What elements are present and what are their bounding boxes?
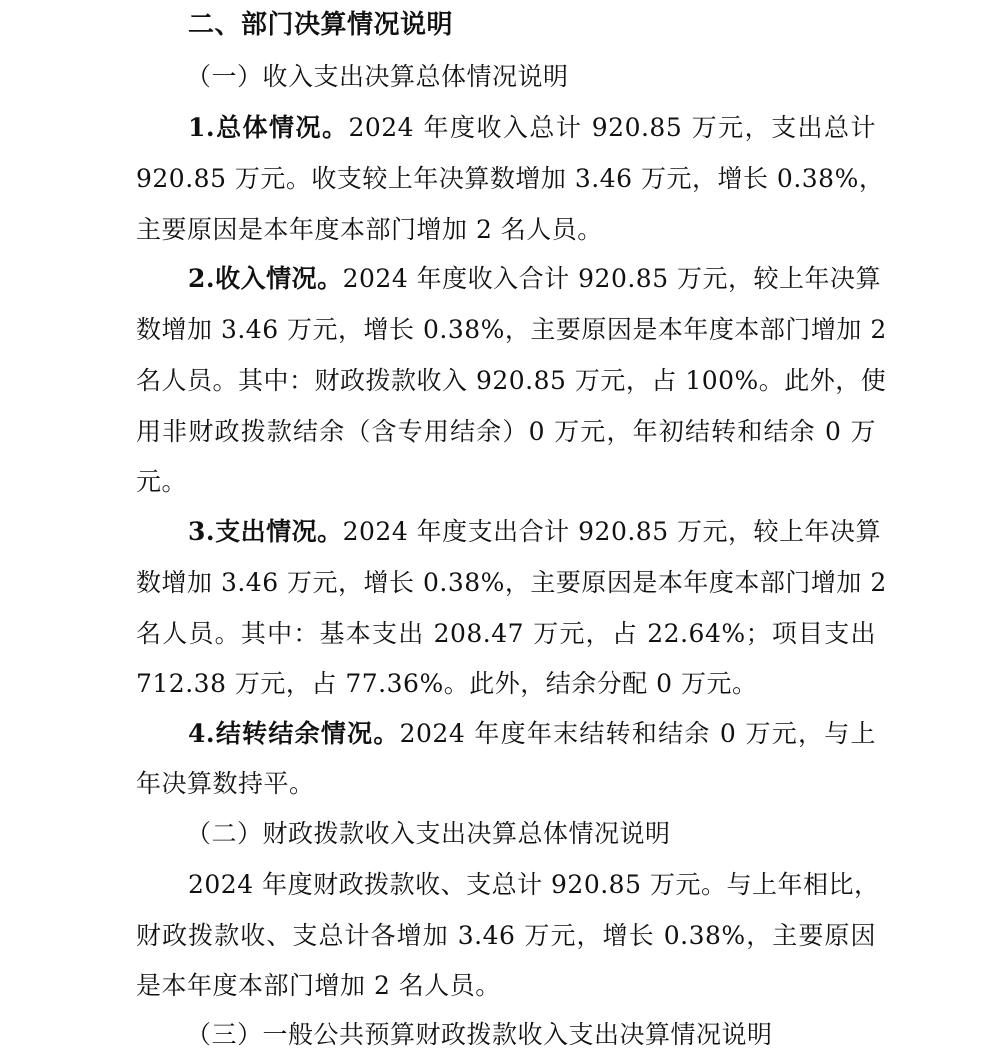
subsection-1-title: （一）收入支出决算总体情况说明 <box>186 62 569 91</box>
paragraph-income-text-1: 2024 年度收入合计 920.85 万元，较上年决算 <box>342 264 882 293</box>
paragraph-overall-line-1 <box>188 111 876 145</box>
subsection-2-title: （二）财政拨款收入支出决算总体情况说明 <box>186 819 671 848</box>
paragraph-income-line-2: 数增加 3.46 万元，增长 0.38%，主要原因是本年度本部门增加 2 <box>136 315 887 344</box>
subsection-3-title: （三）一般公共预算财政拨款收入支出决算情况说明 <box>186 1020 773 1049</box>
paragraph-fiscal-line-2: 财政拨款收、支总计各增加 3.46 万元，增长 0.38%，主要原因 <box>136 921 876 950</box>
paragraph-expense-text-1: 2024 年度支出合计 920.85 万元，较上年决算 <box>342 517 882 546</box>
paragraph-carryover-line-2: 年决算数持平。 <box>136 769 315 798</box>
paragraph-income-line-3: 名人员。其中：财政拨款收入 920.85 万元，占 100%。此外，使 <box>136 366 887 395</box>
paragraph-income-line-1 <box>188 262 882 296</box>
paragraph-expense-line-1 <box>188 515 882 549</box>
paragraph-income-lead: 2.收入情况。 <box>188 264 343 293</box>
paragraph-fiscal-line-3: 是本年度本部门增加 2 名人员。 <box>136 971 501 1000</box>
paragraph-expense-lead: 3.支出情况。 <box>188 517 343 546</box>
paragraph-overall-text-1: 2024 年度收入总计 920.85 万元，支出总计 <box>348 113 876 142</box>
paragraph-overall-line-3: 主要原因是本年度本部门增加 2 名人员。 <box>136 215 603 244</box>
paragraph-overall-lead: 1.总体情况。 <box>188 113 349 142</box>
section-heading: 二、部门决算情况说明 <box>188 10 454 40</box>
paragraph-overall-line-2: 920.85 万元。收支较上年决算数增加 3.46 万元，增长 0.38%， <box>136 164 885 193</box>
paragraph-income-line-4: 用非财政拨款结余（含专用结余）0 万元，年初结转和结余 0 万 <box>136 417 876 446</box>
paragraph-expense-line-2: 数增加 3.46 万元，增长 0.38%，主要原因是本年度本部门增加 2 <box>136 568 887 597</box>
paragraph-expense-line-4: 712.38 万元，占 77.36%。此外，结余分配 0 万元。 <box>136 669 758 698</box>
paragraph-fiscal-line-1: 2024 年度财政拨款收、支总计 920.85 万元。与上年相比， <box>188 870 880 899</box>
paragraph-carryover-text-1: 2024 年度年末结转和结余 0 万元，与上 <box>399 719 876 748</box>
paragraph-carryover-lead: 4.结转结余情况。 <box>188 719 400 748</box>
paragraph-income-line-5: 元。 <box>136 467 188 496</box>
paragraph-expense-line-3: 名人员。其中：基本支出 208.47 万元，占 22.64%；项目支出 <box>136 619 876 648</box>
paragraph-carryover-line-1 <box>188 717 876 751</box>
